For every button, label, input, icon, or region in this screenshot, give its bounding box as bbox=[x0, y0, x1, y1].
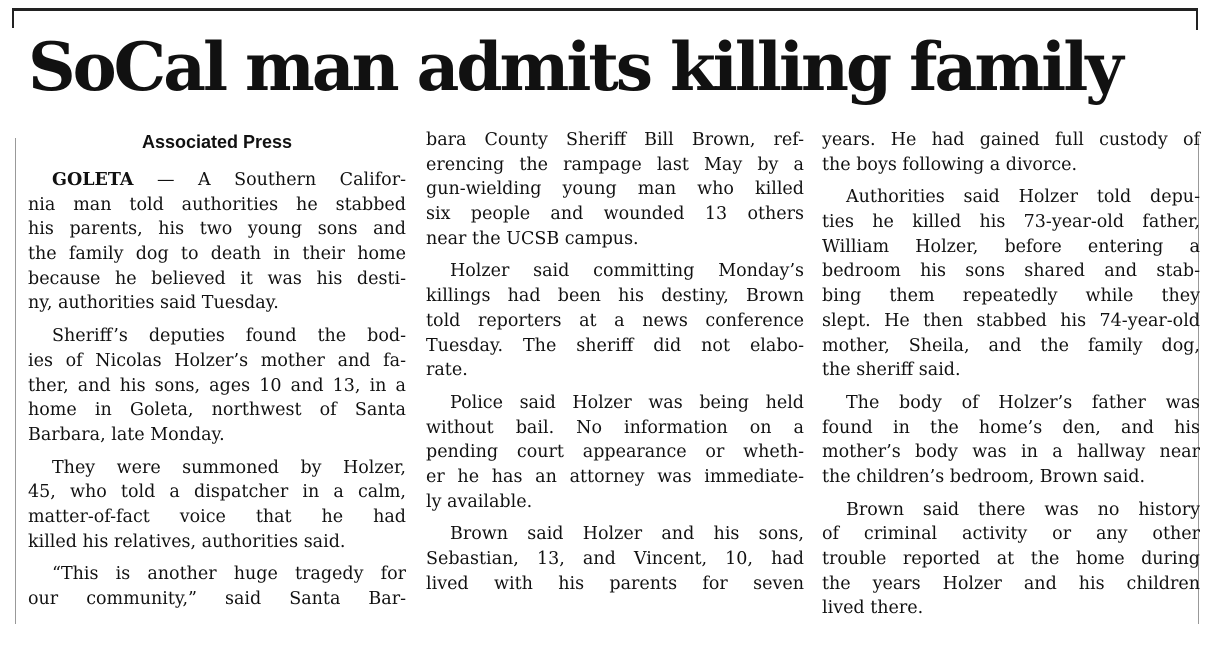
line-text: Barbara, late Monday. bbox=[28, 424, 225, 445]
line-text: ny, authorities said Tuesday. bbox=[28, 293, 279, 314]
text-line bbox=[426, 177, 804, 202]
line-text: Brown said there was no history bbox=[846, 499, 1200, 520]
text-line bbox=[426, 334, 804, 359]
text-line bbox=[426, 128, 804, 153]
line-text: home in Goleta, northwest of Santa bbox=[28, 400, 406, 421]
line-text: Sebastian, 13, and Vincent, 10, had bbox=[426, 549, 804, 569]
paragraph-gap bbox=[28, 448, 406, 456]
line-text: killed his relatives, authorities said. bbox=[28, 531, 346, 552]
text-line bbox=[28, 530, 406, 555]
paragraph-gap bbox=[822, 490, 1200, 498]
text-line bbox=[426, 309, 804, 334]
text-line bbox=[28, 217, 406, 242]
text-line bbox=[28, 587, 406, 612]
line-text: Tuesday. The sheriff did not elabo- bbox=[426, 335, 804, 356]
paragraph-gap bbox=[822, 383, 1200, 391]
text-line bbox=[822, 465, 1200, 490]
byline: Associated Press bbox=[141, 132, 293, 152]
left-border-rule bbox=[12, 8, 14, 28]
text-line bbox=[28, 480, 406, 505]
text-line bbox=[822, 334, 1200, 359]
line-text: bara County Sheriff Bill Brown, ref- bbox=[426, 130, 804, 150]
line-text: William Holzer, before entering a bbox=[822, 236, 1200, 257]
line-text: near the UCSB campus. bbox=[426, 228, 639, 249]
text-line bbox=[426, 259, 804, 284]
line-text: bedroom his sons shared and stab- bbox=[822, 261, 1200, 282]
line-text: 45, who told a dispatcher in a calm, bbox=[28, 482, 406, 503]
text-line bbox=[822, 547, 1200, 572]
line-text: the boys following a divorce. bbox=[822, 154, 1078, 175]
column-2-text bbox=[426, 128, 804, 596]
text-line bbox=[426, 572, 804, 597]
line-text: They were summoned by Holzer, bbox=[52, 457, 406, 478]
line-text: gun-wielding young man who killed bbox=[426, 179, 804, 200]
text-line bbox=[822, 259, 1200, 284]
line-text: the children’s bedroom, Brown said. bbox=[822, 466, 1146, 487]
text-line bbox=[822, 235, 1200, 260]
line-text: the years Holzer and his children bbox=[822, 573, 1200, 594]
text-line bbox=[28, 291, 406, 316]
line-text: killings had been his destiny, Brown bbox=[426, 286, 804, 307]
text-line bbox=[822, 185, 1200, 210]
article-column-3 bbox=[822, 128, 1200, 621]
text-line bbox=[28, 423, 406, 448]
text-line bbox=[822, 358, 1200, 383]
line-text: nia man told authorities he stabbed bbox=[28, 194, 406, 215]
line-text: bing them repeatedly while they bbox=[822, 286, 1200, 307]
line-text: told reporters at a news conference bbox=[426, 310, 804, 331]
text-line bbox=[426, 284, 804, 309]
line-text: Police said Holzer was being held bbox=[450, 392, 804, 413]
text-line bbox=[426, 440, 804, 465]
column-3-text bbox=[822, 128, 1200, 621]
line-text: the sheriff said. bbox=[822, 360, 961, 381]
text-line bbox=[28, 374, 406, 399]
line-text: lived with his parents for seven bbox=[426, 573, 804, 594]
text-line bbox=[822, 440, 1200, 465]
text-line bbox=[822, 416, 1200, 441]
text-line bbox=[426, 465, 804, 490]
text-line bbox=[822, 153, 1200, 178]
line-text: ther, and his sons, ages 10 and 13, in a bbox=[28, 375, 406, 396]
line-text: Sheriff’s deputies found the bod- bbox=[52, 326, 406, 347]
text-line bbox=[28, 562, 406, 587]
text-line bbox=[426, 547, 804, 572]
text-line bbox=[28, 456, 406, 481]
line-text: slept. He then stabbed his 74-year-old bbox=[822, 310, 1200, 331]
line-text: of criminal activity or any other bbox=[822, 524, 1200, 545]
bottom-margin bbox=[0, 624, 1229, 660]
headline: SoCal man admits killing family bbox=[28, 28, 1121, 106]
text-line bbox=[822, 128, 1200, 153]
text-line bbox=[822, 284, 1200, 309]
text-line bbox=[426, 227, 804, 252]
line-text: Brown said Holzer and his sons, bbox=[450, 524, 804, 545]
paragraph-gap bbox=[426, 514, 804, 522]
line-text: mother, Sheila, and the family dog, bbox=[822, 335, 1200, 356]
text-line bbox=[28, 505, 406, 530]
dateline: GOLETA bbox=[52, 170, 134, 190]
text-line bbox=[28, 242, 406, 267]
line-text: er he has an attorney was immediate- bbox=[426, 466, 804, 487]
line-text: because he believed it was his desti- bbox=[28, 268, 406, 289]
line-text: matter-of-fact voice that he had bbox=[28, 506, 406, 527]
line-text: without bail. No information on a bbox=[426, 417, 804, 438]
line-text: ties he killed his 73-year-old father, bbox=[822, 212, 1200, 233]
line-text: Holzer said committing Monday’s bbox=[450, 261, 804, 282]
line-text: ies of Nicolas Holzer’s mother and fa- bbox=[28, 350, 406, 371]
text-line bbox=[426, 522, 804, 547]
text-line bbox=[426, 153, 804, 178]
text-line bbox=[28, 168, 406, 193]
text-line bbox=[822, 210, 1200, 235]
text-line bbox=[28, 193, 406, 218]
text-line bbox=[28, 267, 406, 292]
text-line bbox=[822, 572, 1200, 597]
column-1-text bbox=[28, 168, 406, 612]
line-text: ly available. bbox=[426, 491, 533, 512]
text-line bbox=[822, 498, 1200, 523]
line-text: Authorities said Holzer told depu- bbox=[846, 187, 1200, 208]
text-line bbox=[426, 416, 804, 441]
text-line bbox=[426, 202, 804, 227]
line-text: mother’s body was in a hallway near bbox=[822, 442, 1200, 463]
paragraph-gap bbox=[822, 177, 1200, 185]
line-text: pending court appearance or wheth- bbox=[426, 442, 804, 463]
top-rule bbox=[12, 8, 1198, 11]
text-line bbox=[28, 349, 406, 374]
paragraph-gap bbox=[28, 554, 406, 562]
line-text: his parents, his two young sons and bbox=[28, 219, 406, 240]
line-text: rate. bbox=[426, 360, 468, 381]
line-text: our community,” said Santa Bar- bbox=[28, 589, 406, 609]
left-margin-rule bbox=[15, 138, 16, 624]
line-text: the family dog to death in their home bbox=[28, 244, 406, 265]
text-line bbox=[28, 398, 406, 423]
paragraph-gap bbox=[426, 383, 804, 391]
paragraph-gap bbox=[28, 316, 406, 324]
text-line bbox=[822, 391, 1200, 416]
line-text: “This is another huge tragedy for bbox=[52, 564, 406, 585]
text-line bbox=[426, 358, 804, 383]
text-line bbox=[426, 490, 804, 515]
paragraph-gap bbox=[426, 251, 804, 259]
text-line bbox=[822, 596, 1200, 621]
line-text: lived there. bbox=[822, 598, 924, 619]
line-text: years. He had gained full custody of bbox=[822, 130, 1200, 150]
line-text: six people and wounded 13 others bbox=[426, 204, 804, 225]
line-text: found in the home’s den, and his bbox=[822, 417, 1200, 438]
line-text: — A Southern Califor- bbox=[133, 170, 406, 190]
line-text: trouble reported at the home during bbox=[822, 549, 1200, 569]
text-line bbox=[426, 391, 804, 416]
article-column-1 bbox=[28, 128, 406, 612]
article-column-2 bbox=[426, 128, 804, 596]
text-line bbox=[28, 324, 406, 349]
text-line bbox=[822, 309, 1200, 334]
line-text: erencing the rampage last May by a bbox=[426, 154, 804, 175]
text-line bbox=[822, 522, 1200, 547]
line-text: The body of Holzer’s father was bbox=[846, 392, 1200, 413]
